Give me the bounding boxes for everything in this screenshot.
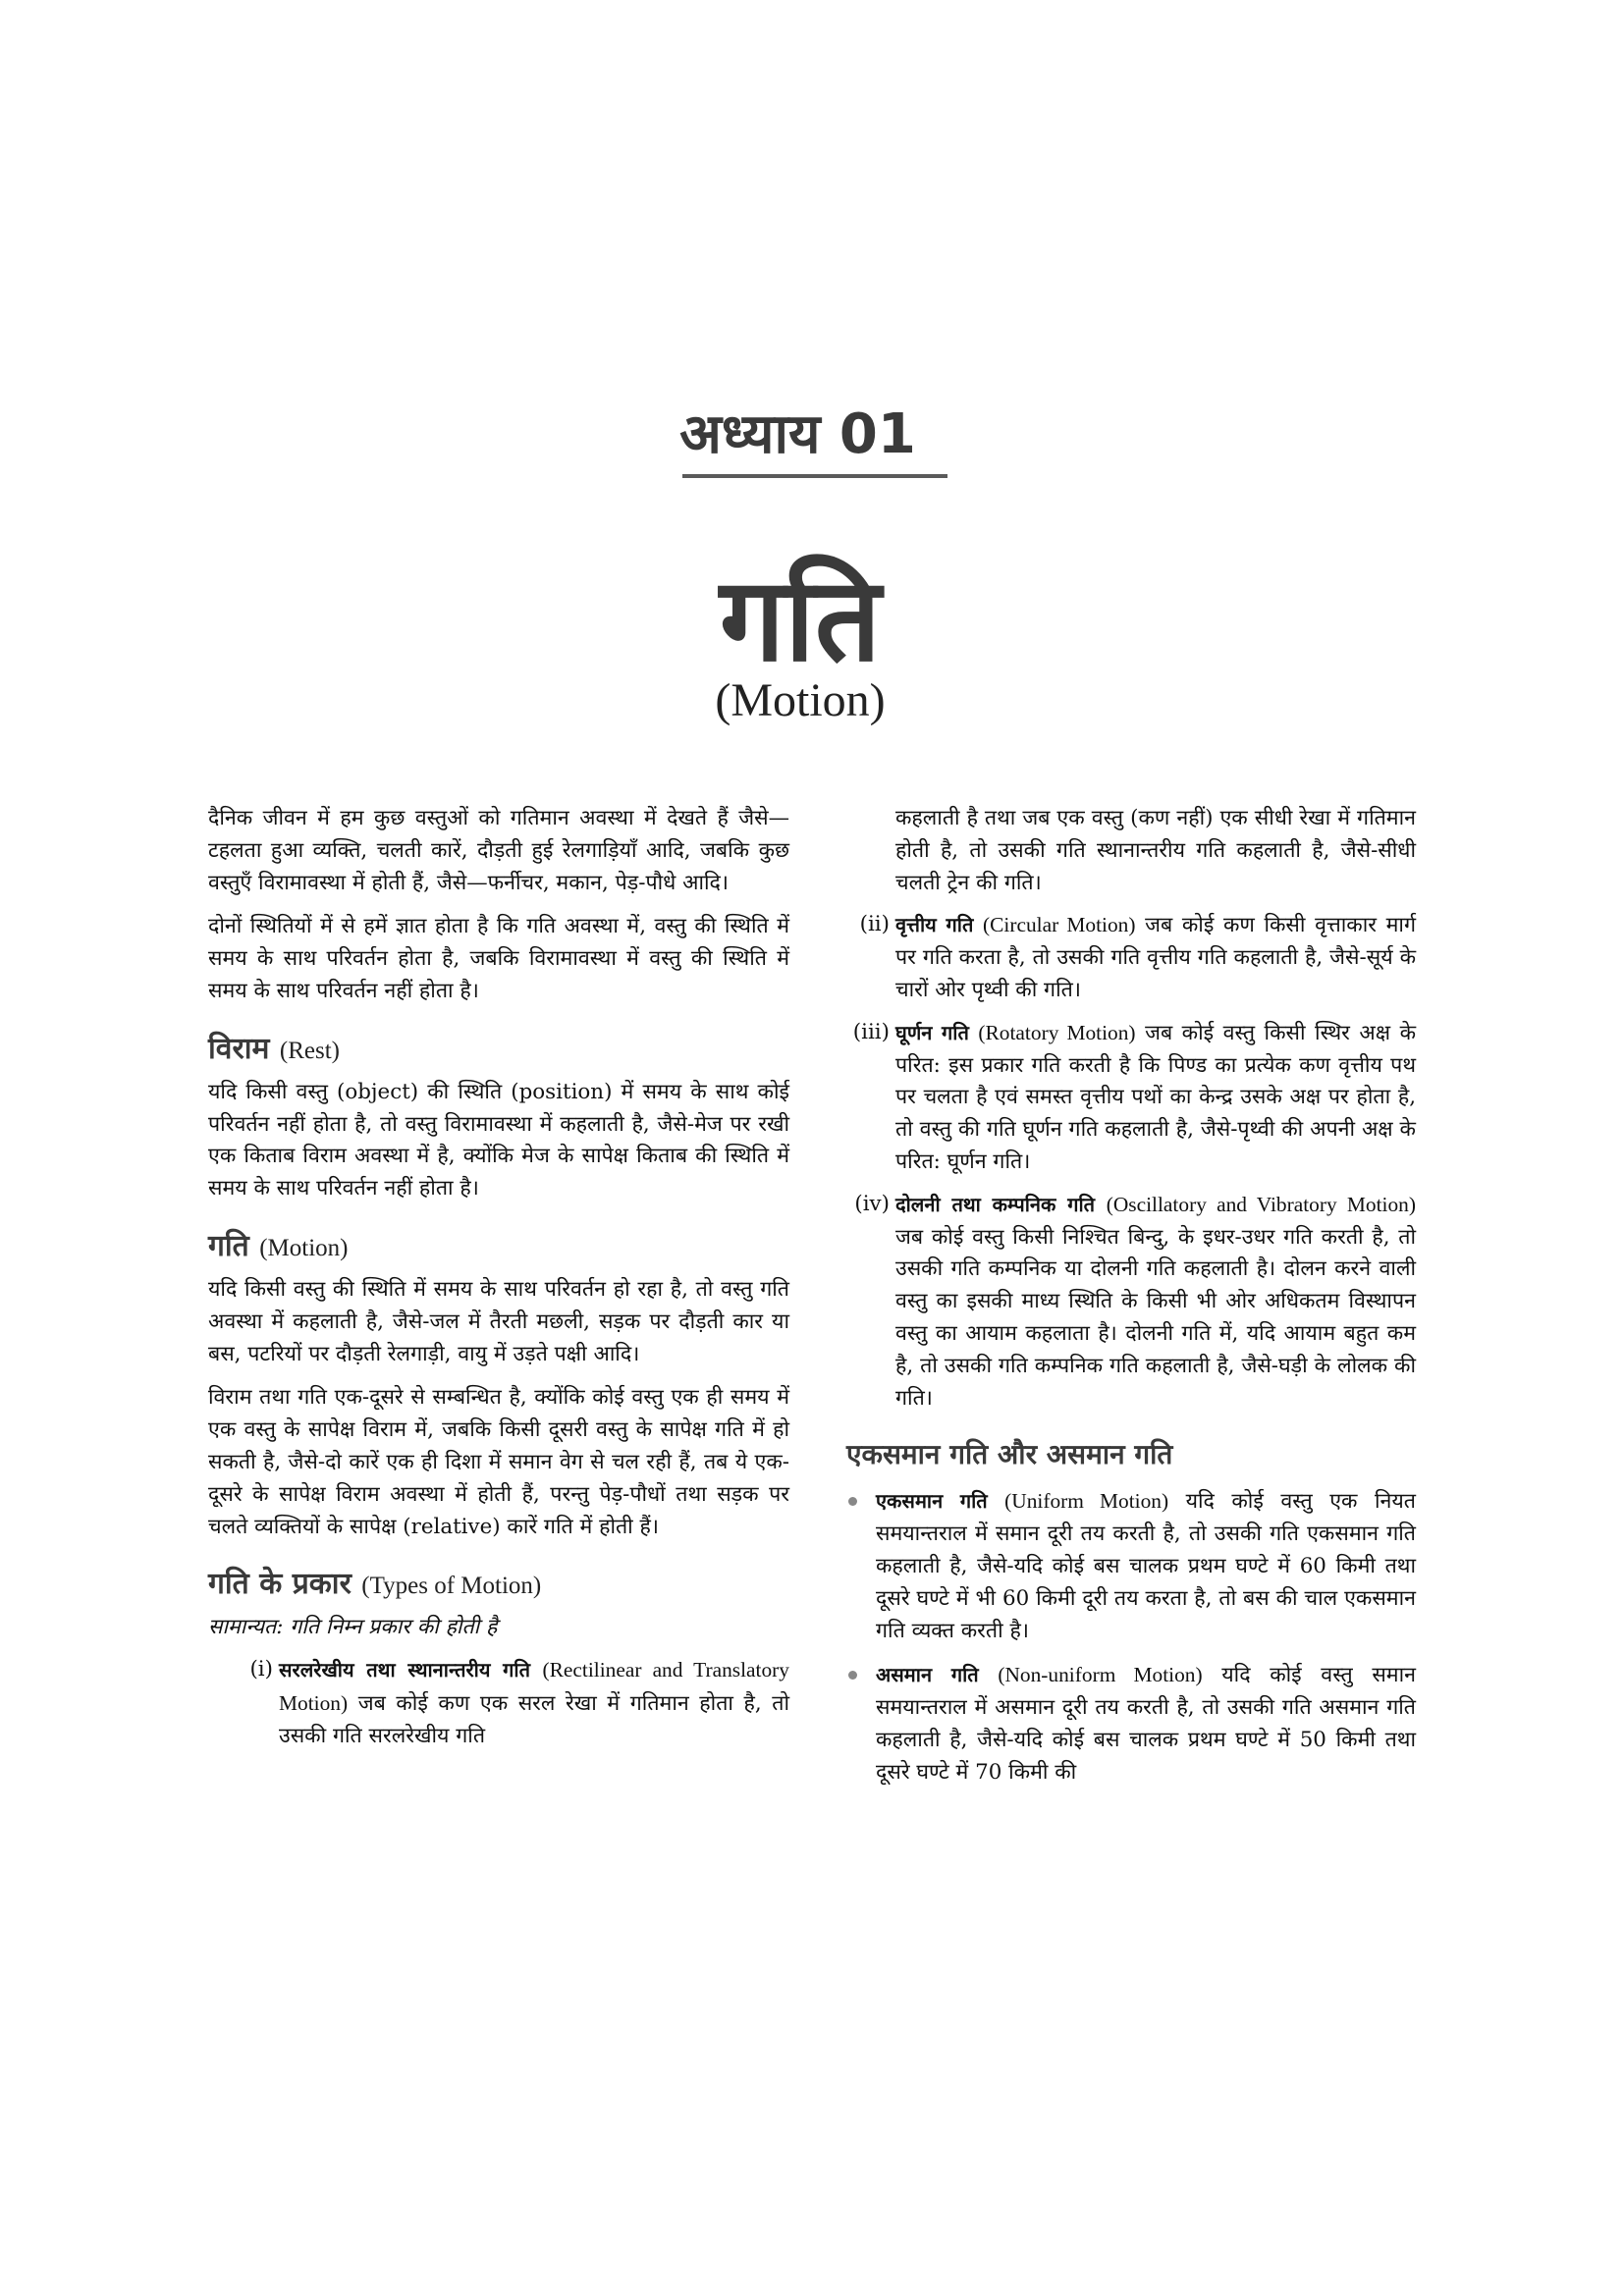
- uniform-nonuniform-heading: एकसमान गति और असमान गति: [846, 1438, 1173, 1471]
- list-item-title: वृत्तीय गति: [895, 913, 974, 937]
- motion-paragraph-1: यदि किसी वस्तु की स्थिति में समय के साथ परिवर्तन हो रहा है, तो वस्तु गति अवस्था में कहलाती है, जैसे-जल में तैरती मछली, सड़क पर दौड़ती कार या बस, पटरियों पर दौड़ती रेलगाड़ी, वायु में उड़ते पक्षी आदि।: [208, 1276, 789, 1366]
- types-heading-hindi: गति के प्रकार: [208, 1567, 352, 1602]
- list-item-oscillatory: [846, 1189, 1416, 1415]
- list-item-circular: [846, 909, 1416, 1006]
- bullet-text: यदि कोई वस्तु समान समयान्तराल में असमान दूरी तय करती है, तो उसकी गति असमान गति कहलाती है, जैसे-यदि कोई बस चालक प्रथम घण्टे में 50 किमी तथा दूसरे घण्टे में 70 किमी की: [876, 1663, 1417, 1785]
- bullet-english: (Non-uniform Motion): [998, 1663, 1203, 1687]
- types-intro: सामान्यत: गति निम्न प्रकार की होती है: [208, 1615, 498, 1640]
- list-item-english: (Circular Motion): [983, 913, 1136, 937]
- list-item-rectilinear-continued: कहलाती है तथा जब एक वस्तु (कण नहीं) एक सीधी रेखा में गतिमान होती है, तो उसकी गति स्थानान्तरीय गति कहलाती है, जैसे-सीधी चलती ट्रेन की गति।: [895, 806, 1416, 895]
- list-item-english: (Oscillatory and Vibratory Motion): [1106, 1192, 1416, 1216]
- chapter-label: अध्याय 01: [679, 402, 916, 466]
- bullet-title: असमान गति: [876, 1663, 979, 1687]
- list-item-text: जब कोई वस्तु किसी स्थिर अक्ष के परित: इस प्रकार गति करती है कि पिण्ड का प्रत्येक कण वृत्तीय पथ पर चलता है एवं समस्त वृत्तीय पथों का केन्द्र उसके अक्ष पर होता है, तो वस्तु की गति घूर्णन गति कहलाती है, जैसे-पृथ्वी की अपनी अक्ष के परित: घूर्णन गति।: [895, 1020, 1416, 1174]
- list-item-rectilinear: [208, 1654, 789, 1752]
- list-item-number: (iii): [852, 1019, 890, 1044]
- intro-paragraph-2: दोनों स्थितियों में से हमें ज्ञात होता है कि गति अवस्था में, वस्तु की स्थिति में समय के साथ परिवर्तन होता है, जबकि विरामावस्था में वस्तु की स्थिति में समय के साथ परिवर्तन नहीं होता है।: [208, 914, 789, 1003]
- list-item-english: (Rotatory Motion): [978, 1020, 1136, 1044]
- list-item-text: जब कोई कण एक सरल रेखा में गतिमान होता है, तो उसकी गति सरलरेखीय गति: [279, 1690, 789, 1748]
- rest-paragraph: यदि किसी वस्तु (object) की स्थिति (position) में समय के साथ कोई परिवर्तन नहीं होता है, तो वस्तु विरामावस्था में कहलाती है, जैसे-मेज पर रखी एक किताब विराम अवस्था में है, क्योंकि मेज के सापेक्ष किताब की स्थिति में समय के साथ परिवर्तन नहीं होता है।: [208, 1079, 789, 1201]
- list-item-title: सरलरेखीय तथा स्थानान्तरीय गति: [279, 1658, 530, 1682]
- chapter-underline: [682, 474, 947, 478]
- list-item-number: (i): [249, 1657, 273, 1682]
- bullet-text: यदि कोई वस्तु एक नियत समयान्तराल में समान दूरी तय करती है, तो उसकी गति एकसमान गति कहलाती है, जैसे-यदि कोई बस चालक प्रथम घण्टे में 60 किमी तथा दूसरे घण्टे में भी 60 किमी दूरी तय करता है, तो बस की चाल एकसमान गति व्यक्त करती है।: [876, 1489, 1416, 1643]
- chapter-title: गति: [719, 552, 882, 687]
- types-heading-english: (Types of Motion): [361, 1573, 542, 1600]
- bullet-uniform-motion: [846, 1485, 1416, 1647]
- list-item-title: घूर्णन गति: [895, 1020, 969, 1044]
- rest-heading-english: (Rest): [279, 1037, 340, 1064]
- motion-paragraph-2: विराम तथा गति एक-दूसरे से सम्बन्धित है, क्योंकि कोई वस्तु एक ही समय में एक वस्तु के सापेक्ष विराम में, जबकि किसी दूसरी वस्तु के सापेक्ष गति में हो सकती है, जैसे-दो कारें एक ही दिशा में समान वेग से चल रही हैं, तब ये एक-दूसरे के सापेक्ष विराम अवस्था में होती हैं, परन्तु पेड़-पौधों तथा सड़क पर चलते व्यक्तियों के सापेक्ष (relative) कारें गति में होती हैं।: [208, 1385, 789, 1539]
- bullet-dot-icon: [848, 1497, 857, 1506]
- rest-heading-hindi: विराम: [208, 1031, 270, 1066]
- list-item-number: (iv): [854, 1191, 890, 1216]
- bullet-dot-icon: [848, 1671, 857, 1680]
- rest-heading: [208, 1030, 789, 1071]
- list-item-text: जब कोई कण किसी वृत्ताकार मार्ग पर गति करता है, तो उसकी गति वृत्तीय गति कहलाती है, जैसे-सूर्य के चारों ओर पृथ्वी की गति।: [895, 913, 1416, 1002]
- motion-heading: [208, 1227, 789, 1268]
- types-heading: [208, 1565, 789, 1606]
- list-item-title: दोलनी तथा कम्पनिक गति: [895, 1192, 1096, 1216]
- list-item-text: जब कोई वस्तु किसी निश्चित बिन्दु, के इधर-उधर गति करती है, तो उसकी गति कम्पनिक या दोलनी गति कहलाती है। दोलन करने वाली वस्तु का इसकी माध्य स्थिति के किसी भी ओर अधिकतम विस्थापन वस्तु का आयाम कहलाता है। दोलनी गति में, यदि आयाम बहुत कम है, तो उसकी गति कम्पनिक गति कहलाती है, जैसे-घड़ी के लोलक की गति।: [895, 1224, 1416, 1411]
- motion-heading-hindi: गति: [208, 1228, 249, 1263]
- list-item-rotatory: [846, 1017, 1416, 1179]
- left-column: [208, 803, 789, 1753]
- intro-paragraph-1: दैनिक जीवन में हम कुछ वस्तुओं को गतिमान अवस्था में देखते हैं जैसे—टहलता हुआ व्यक्ति, चलती कारें, दौड़ती हुई रेलगाड़ियाँ आदि, जबकि कुछ वस्तुएँ विरामावस्था में होती हैं, जैसे—फर्नीचर, मकान, पेड़-पौधे आदि।: [208, 806, 789, 895]
- motion-heading-english: (Motion): [259, 1234, 349, 1261]
- chapter-subtitle: (Motion): [715, 674, 886, 726]
- list-item-number: (ii): [859, 912, 890, 937]
- bullet-title: एकसमान गति: [876, 1489, 988, 1514]
- list-item-english: (Rectilinear and Translatory Motion): [279, 1658, 789, 1715]
- bullet-english: (Uniform Motion): [1004, 1489, 1169, 1514]
- right-column: [846, 803, 1416, 1789]
- bullet-nonuniform-motion: [846, 1659, 1416, 1789]
